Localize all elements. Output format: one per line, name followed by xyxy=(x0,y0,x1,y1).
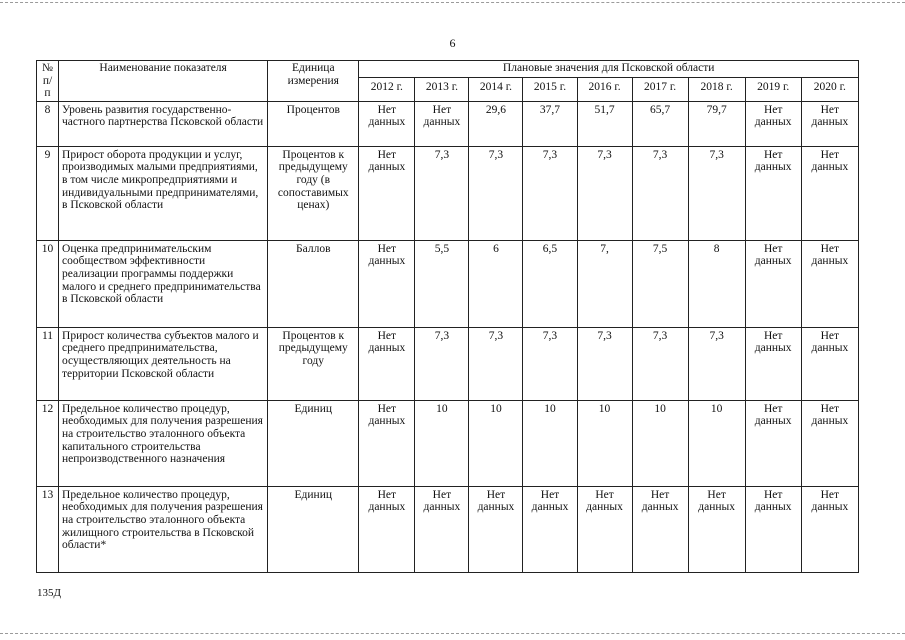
header-year: 2013 г. xyxy=(415,78,469,101)
value-2017: Нет данных xyxy=(632,486,688,572)
value-2019: Нет данных xyxy=(745,146,801,240)
value-2015: 6,5 xyxy=(523,240,577,327)
indicator-name: Прирост оборота продукции и услуг, производимых малыми предприятиями, в том числе микропредприятиями и индивидуальными предпринимателями, в Псковской области xyxy=(59,146,268,240)
indicator-name: Оценка предпринимательским сообществом эффективности реализации программы поддержки малого и среднего предпринимательства в Псковской области xyxy=(59,240,268,327)
row-number: 10 xyxy=(37,240,59,327)
value-2020: Нет данных xyxy=(801,486,858,572)
value-2014: 6 xyxy=(469,240,523,327)
page-number: 6 xyxy=(449,36,456,50)
value-2014: 29,6 xyxy=(469,101,523,146)
indicators-table xyxy=(36,60,859,573)
row-number: 8 xyxy=(37,101,59,146)
value-2020: Нет данных xyxy=(801,101,858,146)
top-edge-line xyxy=(0,2,905,3)
value-2013: 7,3 xyxy=(415,327,469,400)
header-row-1 xyxy=(37,61,859,78)
value-2014: 10 xyxy=(469,400,523,486)
table-row xyxy=(37,101,859,146)
value-2013: 5,5 xyxy=(415,240,469,327)
header-num: № п/п xyxy=(37,61,59,102)
value-2015: 10 xyxy=(523,400,577,486)
value-2018: 7,3 xyxy=(688,146,745,240)
value-2019: Нет данных xyxy=(745,240,801,327)
value-2013: 10 xyxy=(415,400,469,486)
value-2018: 79,7 xyxy=(688,101,745,146)
value-2013: Нет данных xyxy=(415,486,469,572)
row-number: 13 xyxy=(37,486,59,572)
table-row xyxy=(37,486,859,572)
row-number: 9 xyxy=(37,146,59,240)
value-2018: 7,3 xyxy=(688,327,745,400)
value-2019: Нет данных xyxy=(745,101,801,146)
value-2015: Нет данных xyxy=(523,486,577,572)
footer-code: 135Д xyxy=(37,587,62,599)
indicator-unit: Процентов к предыдущему году xyxy=(268,327,359,400)
header-year: 2017 г. xyxy=(632,78,688,101)
table-row xyxy=(37,240,859,327)
indicator-name: Предельное количество процедур, необходимых для получения разрешения на строительство эталонного объекта жилищного строительства в Псковской области* xyxy=(59,486,268,572)
value-2016: 7,3 xyxy=(577,146,632,240)
indicator-unit: Процентов к предыдущему году (в сопоставимых ценах) xyxy=(268,146,359,240)
header-year: 2018 г. xyxy=(688,78,745,101)
value-2019: Нет данных xyxy=(745,486,801,572)
value-2018: Нет данных xyxy=(688,486,745,572)
table-row xyxy=(37,146,859,240)
indicator-unit: Процентов xyxy=(268,101,359,146)
value-2017: 7,5 xyxy=(632,240,688,327)
value-2020: Нет данных xyxy=(801,146,858,240)
value-2019: Нет данных xyxy=(745,400,801,486)
table-row xyxy=(37,327,859,400)
value-2012: Нет данных xyxy=(359,240,415,327)
value-2014: Нет данных xyxy=(469,486,523,572)
value-2014: 7,3 xyxy=(469,146,523,240)
header-year: 2014 г. xyxy=(469,78,523,101)
indicator-unit: Баллов xyxy=(268,240,359,327)
header-year: 2020 г. xyxy=(801,78,858,101)
header-year: 2019 г. xyxy=(745,78,801,101)
indicator-unit: Единиц xyxy=(268,486,359,572)
value-2016: Нет данных xyxy=(577,486,632,572)
indicator-name: Прирост количества субъектов малого и среднего предпринимательства, осуществляющих деятельность на территории Псковской области xyxy=(59,327,268,400)
value-2017: 65,7 xyxy=(632,101,688,146)
value-2012: Нет данных xyxy=(359,146,415,240)
value-2015: 37,7 xyxy=(523,101,577,146)
value-2020: Нет данных xyxy=(801,400,858,486)
value-2017: 7,3 xyxy=(632,327,688,400)
value-2019: Нет данных xyxy=(745,327,801,400)
indicator-name: Предельное количество процедур, необходимых для получения разрешения на строительство эталонного объекта капитального строительства непроизводственного назначения xyxy=(59,400,268,486)
value-2012: Нет данных xyxy=(359,101,415,146)
header-plan: Плановые значения для Псковской области xyxy=(359,61,859,78)
value-2012: Нет данных xyxy=(359,400,415,486)
value-2013: Нет данных xyxy=(415,101,469,146)
value-2016: 51,7 xyxy=(577,101,632,146)
header-unit: Единица измерения xyxy=(268,61,359,102)
value-2017: 7,3 xyxy=(632,146,688,240)
row-number: 11 xyxy=(37,327,59,400)
indicator-unit: Единиц xyxy=(268,400,359,486)
value-2015: 7,3 xyxy=(523,327,577,400)
value-2014: 7,3 xyxy=(469,327,523,400)
value-2017: 10 xyxy=(632,400,688,486)
value-2016: 7, xyxy=(577,240,632,327)
value-2018: 10 xyxy=(688,400,745,486)
row-number: 12 xyxy=(37,400,59,486)
header-year: 2012 г. xyxy=(359,78,415,101)
value-2015: 7,3 xyxy=(523,146,577,240)
indicator-name: Уровень развития государственно-частного партнерства Псковской области xyxy=(59,101,268,146)
value-2013: 7,3 xyxy=(415,146,469,240)
value-2016: 10 xyxy=(577,400,632,486)
table-row xyxy=(37,400,859,486)
value-2016: 7,3 xyxy=(577,327,632,400)
value-2018: 8 xyxy=(688,240,745,327)
value-2020: Нет данных xyxy=(801,327,858,400)
header-year: 2016 г. xyxy=(577,78,632,101)
value-2020: Нет данных xyxy=(801,240,858,327)
value-2012: Нет данных xyxy=(359,486,415,572)
header-name: Наименование показателя xyxy=(59,61,268,102)
value-2012: Нет данных xyxy=(359,327,415,400)
bottom-edge-line xyxy=(0,633,905,634)
header-year: 2015 г. xyxy=(523,78,577,101)
